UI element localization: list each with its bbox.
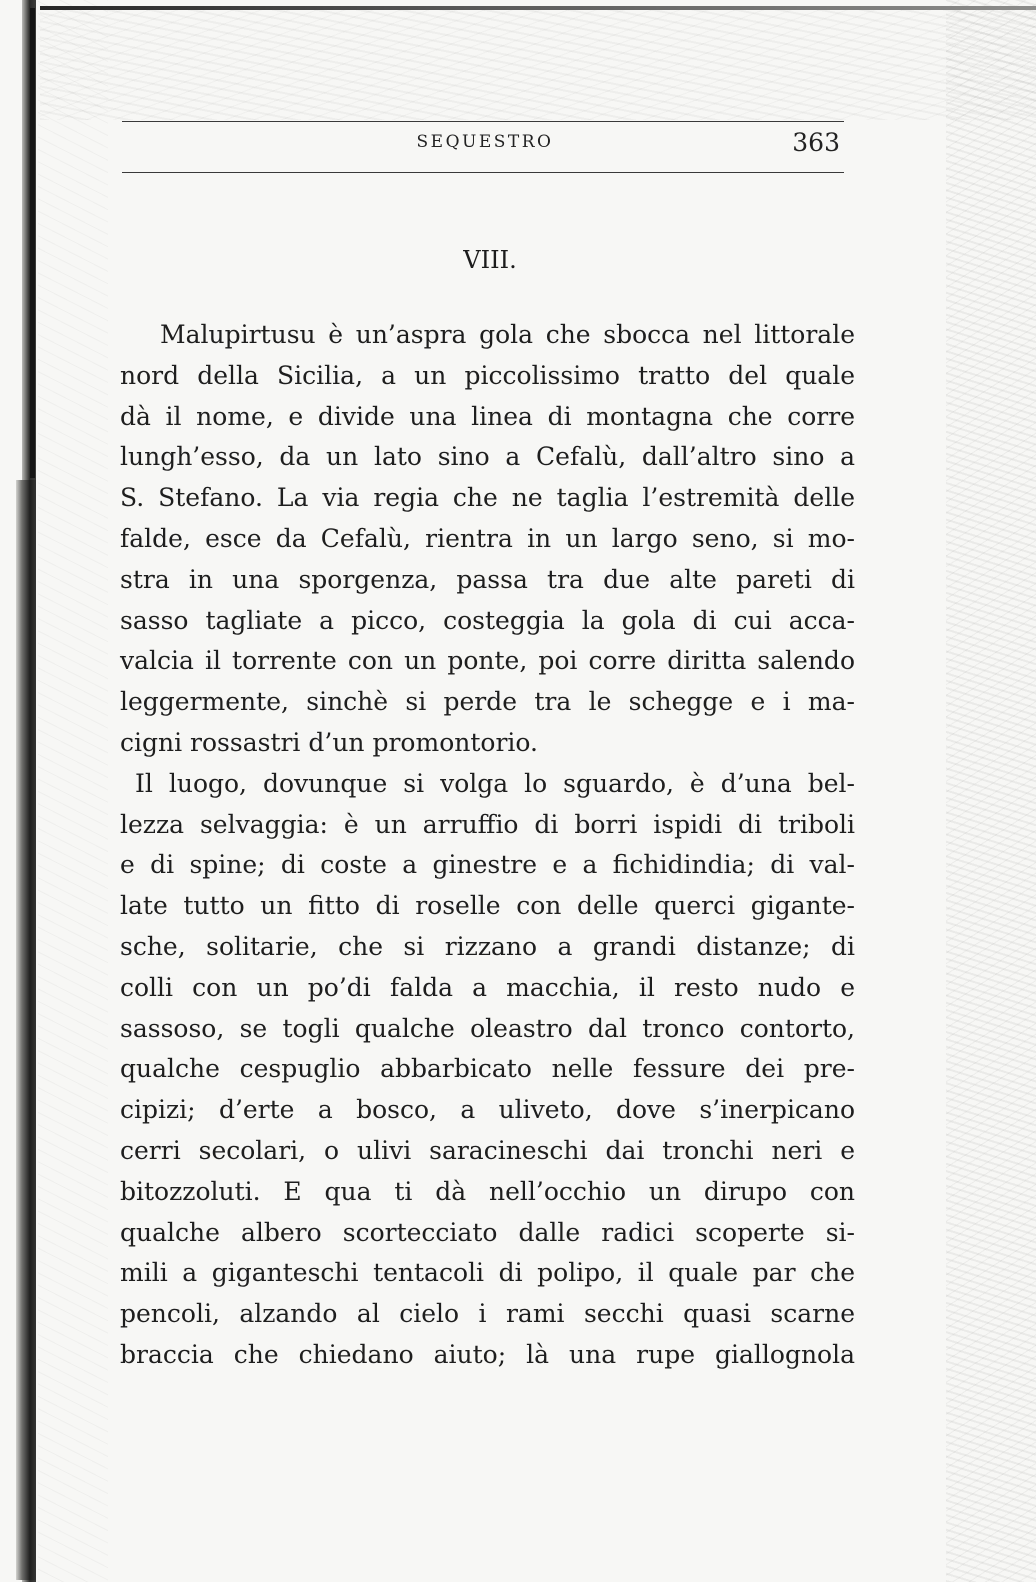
text-line: late tutto un fitto di roselle con delle querci gigante- xyxy=(120,891,855,921)
text-line: pencoli, alzando al cielo i rami secchi quasi scarne xyxy=(120,1299,855,1329)
page-top-edge xyxy=(40,6,1036,10)
binding-shadow-lower xyxy=(16,480,36,1580)
text-line: qualche cespuglio abbarbicato nelle fessure dei pre- xyxy=(120,1054,855,1084)
text-line: Malupirtusu è un’aspra gola che sbocca nel littorale xyxy=(160,320,855,349)
text-line: falde, esce da Cefalù, rientra in un largo seno, si mo- xyxy=(120,523,855,553)
text-line: cerri secolari, o ulivi saracineschi dai tronchi neri e xyxy=(120,1135,855,1165)
running-title: SEQUESTRO xyxy=(416,132,554,152)
text-line: sche, solitarie, che si rizzano a grandi distanze; di xyxy=(120,931,855,961)
text-line: dà il nome, e divide una linea di montagna che corre xyxy=(120,401,855,431)
text-line: qualche albero scortecciato dalle radici scoperte si- xyxy=(120,1217,855,1247)
text-line: lezza selvaggia: è un arruffio di borri ispidi di triboli xyxy=(120,809,855,839)
text-line: stra in una sporgenza, passa tra due alte pareti di xyxy=(120,564,855,594)
text-line: braccia che chiedano aiuto; là una rupe giallognola xyxy=(120,1339,855,1369)
text-line: sassoso, se togli qualche oleastro dal tronco contorto, xyxy=(120,1013,855,1043)
header-rule-bottom xyxy=(122,172,844,173)
text-line: cipizi; d’erte a bosco, a uliveto, dove s’inerpicano xyxy=(120,1095,855,1125)
text-line: colli con un po’di falda a macchia, il resto nudo e xyxy=(120,972,855,1002)
page-number: 363 xyxy=(792,128,840,157)
text-line: Il luogo, dovunque si volga lo sguardo, è d’una bel- xyxy=(135,768,855,798)
text-line: cigni rossastri d’un promontorio. xyxy=(120,727,538,757)
text-line: nord della Sicilia, a un piccolissimo tratto del quale xyxy=(120,360,855,390)
text-line: e di spine; di coste a ginestre e a fichidindia; di val- xyxy=(120,850,855,880)
chapter-heading: VIII. xyxy=(463,246,517,274)
binding-shadow-upper xyxy=(30,8,35,478)
scan-noise-top xyxy=(40,10,1036,120)
text-line: bitozzoluti. E qua ti dà nell’occhio un dirupo con xyxy=(120,1176,855,1206)
text-line: valcia il torrente con un ponte, poi corre diritta salendo xyxy=(120,646,855,676)
header-rule-top xyxy=(122,121,844,122)
text-line: mili a giganteschi tentacoli di polipo, il quale par che xyxy=(120,1258,855,1288)
text-line: lungh’esso, da un lato sino a Cefalù, dall’altro sino a xyxy=(120,442,855,472)
scan-noise-left xyxy=(38,0,108,1582)
text-line: S. Stefano. La via regia che ne taglia l’estremità delle xyxy=(120,483,855,513)
text-line: leggermente, sinchè si perde tra le schegge e i ma- xyxy=(120,687,855,717)
body-text xyxy=(120,315,855,1376)
text-line: sasso tagliate a picco, costeggia la gola di cui acca- xyxy=(120,605,855,635)
scan-noise-right xyxy=(946,0,1036,1582)
